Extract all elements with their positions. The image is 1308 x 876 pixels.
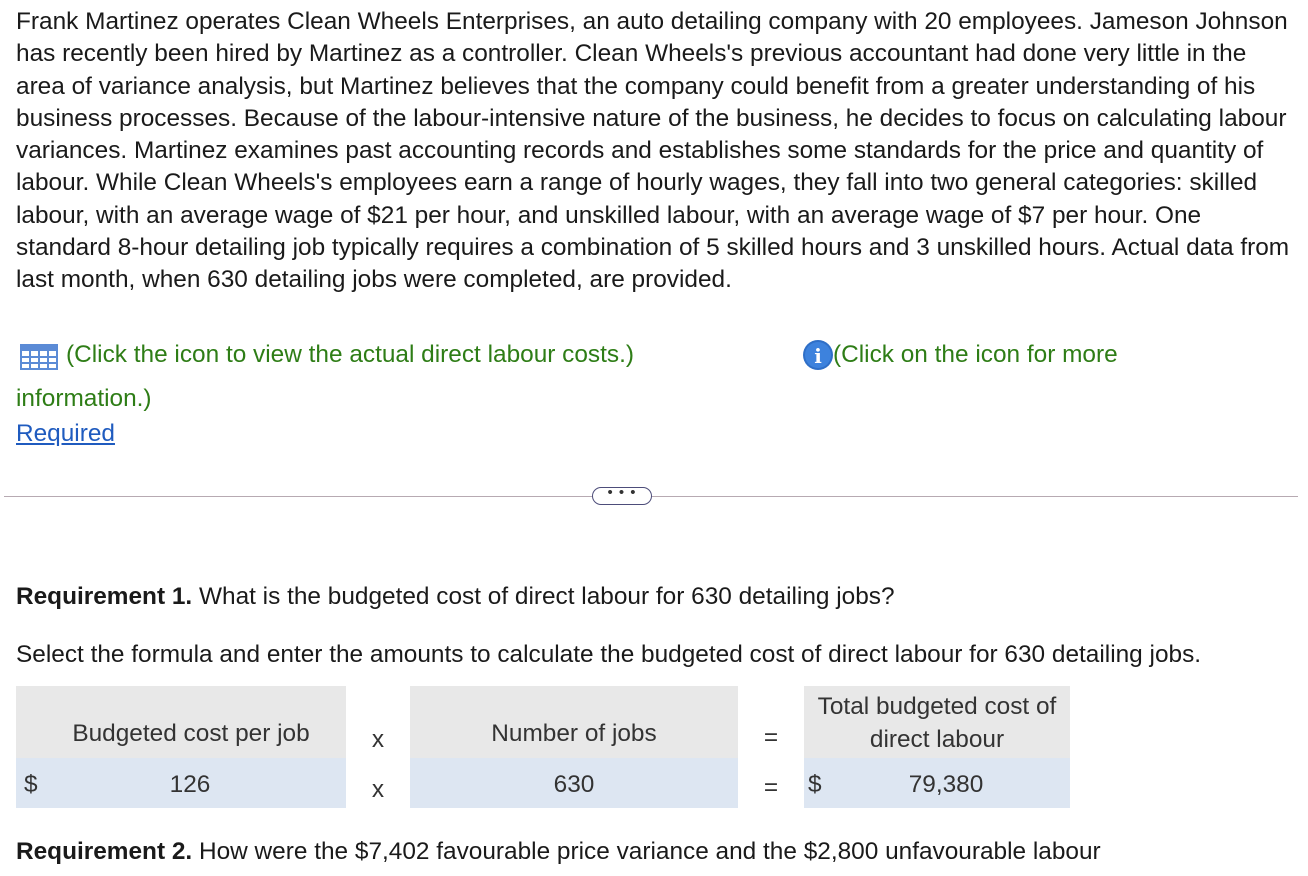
requirement-1-text: What is the budgeted cost of direct labour for 630 detailing jobs? [192, 583, 895, 610]
multiply-operator: x [371, 776, 385, 803]
header-equals-operator: = [763, 724, 779, 751]
more-info-link[interactable]: (Click on the icon for more [833, 341, 1118, 368]
svg-text:i: i [814, 344, 822, 368]
more-info-link-continued[interactable]: information.) [16, 385, 152, 412]
grid-icon[interactable] [20, 344, 58, 370]
info-icon[interactable] [802, 339, 834, 371]
requirement-1-question [16, 581, 895, 613]
total-budgeted-cost-input[interactable]: 79,380 [908, 771, 984, 798]
header-number-of-jobs: Number of jobs [491, 720, 657, 747]
header-total-budgeted-cost [804, 690, 1070, 756]
required-link[interactable]: Required [16, 420, 115, 447]
number-of-jobs-input[interactable]: 630 [553, 771, 595, 798]
header-budgeted-cost-per-job: Budgeted cost per job [72, 720, 310, 747]
header-total-line-1: Total budgeted cost of [817, 693, 1057, 720]
requirement-2-text: How were the $7,402 favourable price variance and the $2,800 unfavourable labour [192, 838, 1101, 865]
budgeted-cost-per-job-input[interactable]: 126 [169, 771, 211, 798]
currency-symbol-2: $ [808, 771, 822, 798]
requirement-2-label: Requirement 2. [16, 838, 193, 865]
requirement-1-instruction: Select the formula and enter the amounts to calculate the budgeted cost of direct labour for 630 detailing jobs. [16, 641, 1202, 668]
equals-operator: = [763, 774, 779, 801]
actual-costs-link[interactable]: (Click the icon to view the actual direct labour costs.) [66, 341, 634, 368]
link-row [16, 339, 1296, 373]
header-multiply-operator: x [371, 726, 385, 753]
requirement-1-label: Requirement 1. [16, 583, 193, 610]
problem-description: Frank Martinez operates Clean Wheels Enterprises, an auto detailing company with 20 employees. Jameson Johnson has recently been hired by Martinez as a controller. Clean Wheels's previous accountant had done very little in the area of variance analysis, but Martinez believes that the company could benefit from a greater understanding of his business processes. Because of the labour-intensive nature of the business, he decides to focus on calculating labour variances. Martinez examines past accounting records and establishes some standards for the price and quantity of labour. While Clean Wheels's employees earn a range of hourly wages, they fall into two general categories: skilled labour, with an average wage of $21 per hour, and unskilled labour, with an average wage of $7 per hour. One standard 8-hour detailing job typically requires a combination of 5 skilled hours and 3 unskilled hours. Actual data from last month, when 630 detailing jobs were completed, are provided. [16, 8, 1290, 294]
ellipsis-icon[interactable]: • • • [592, 487, 652, 505]
currency-symbol-1: $ [24, 771, 38, 798]
header-total-line-2: direct labour [869, 726, 1005, 753]
requirement-2-question [16, 836, 1101, 868]
